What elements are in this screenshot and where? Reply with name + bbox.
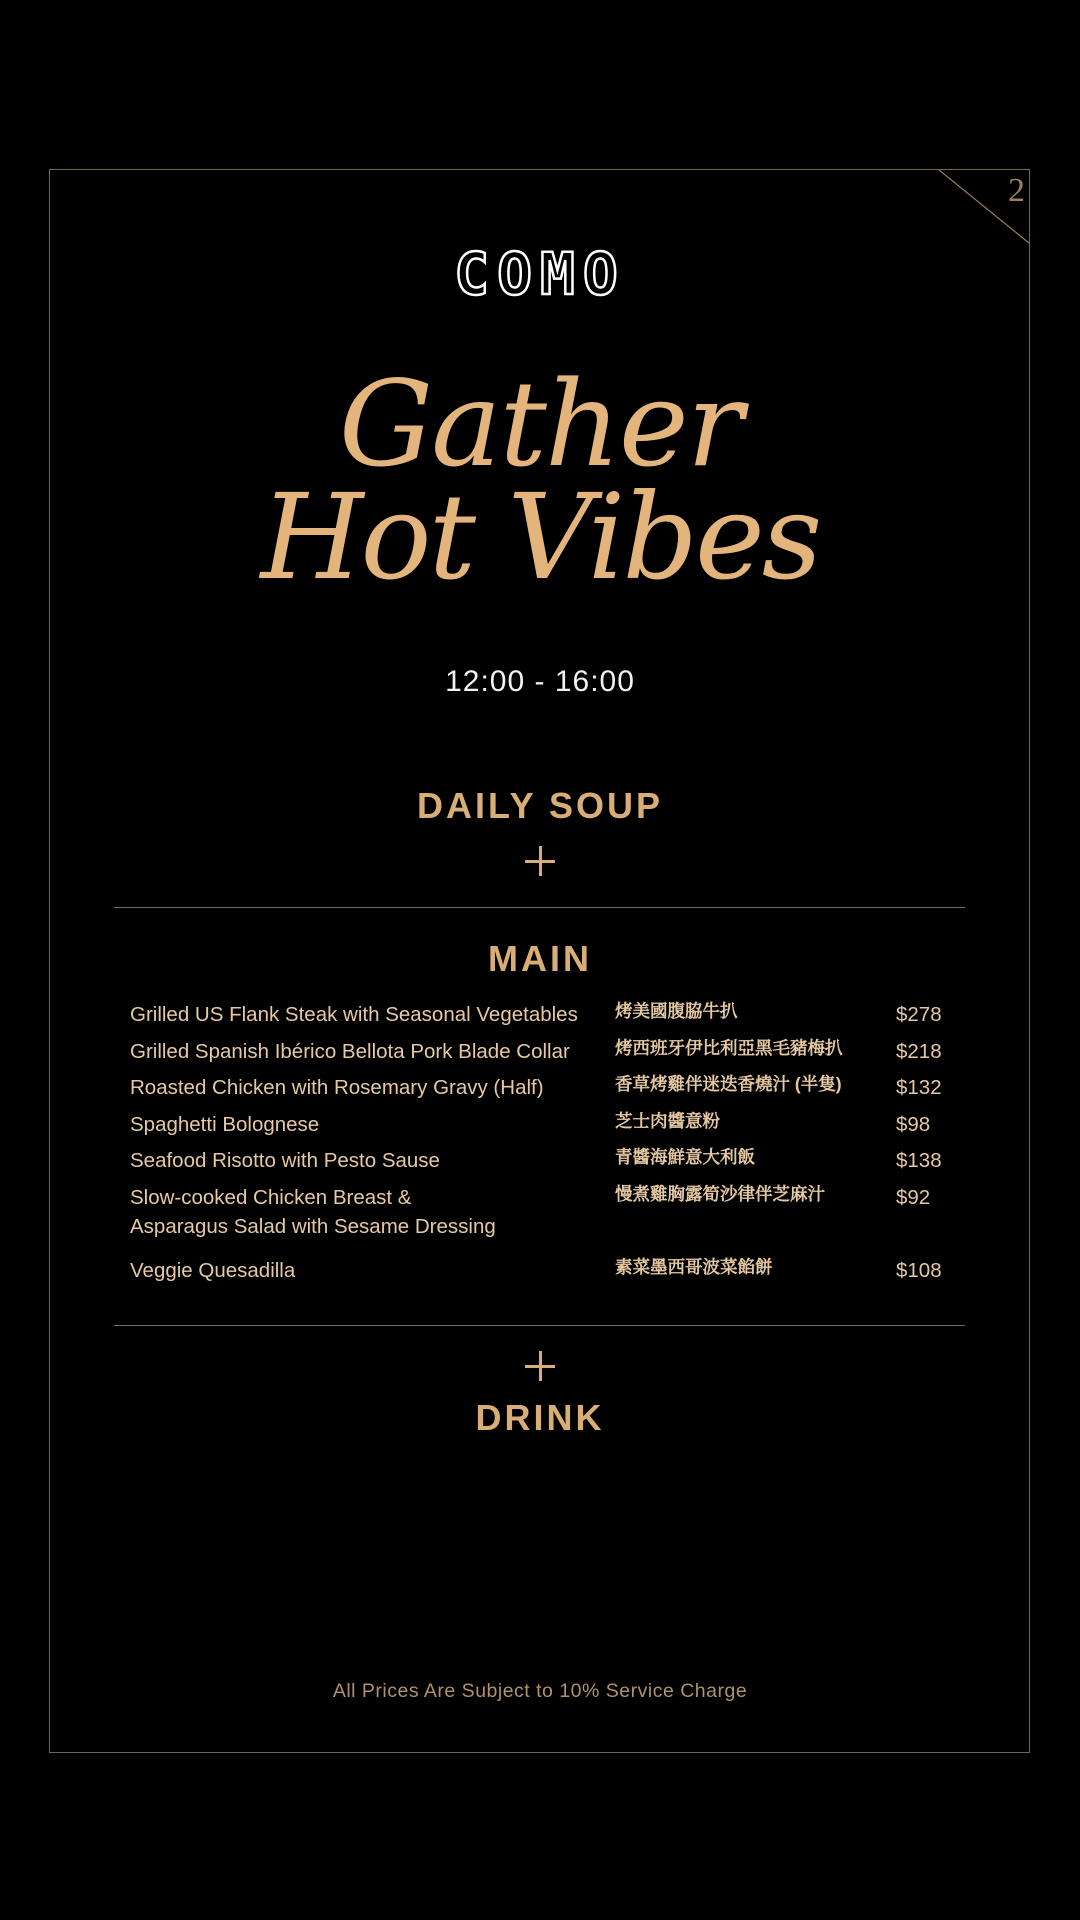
section-title-drink: DRINK <box>475 1397 605 1438</box>
item-name-zh: 慢煮雞胸露筍沙律伴芝麻汁 <box>615 1184 825 1204</box>
item-name-en: Grilled Spanish Ibérico Bellota Pork Blade Collar <box>130 1040 570 1063</box>
headline-line-2: Hot Vibes <box>260 468 820 606</box>
item-name-en: Slow-cooked Chicken Breast & Asparagus Salad with Sesame Dressing <box>130 1186 496 1238</box>
item-name-zh: 青醬海鮮意大利飯 <box>615 1147 755 1167</box>
item-price: $218 <box>896 1040 942 1063</box>
item-price: $92 <box>896 1186 931 1209</box>
section-title-main: MAIN <box>488 938 592 979</box>
section-title-daily-soup: DAILY SOUP <box>416 785 664 826</box>
item-name-zh: 烤西班牙伊比利亞黑毛豬梅扒 <box>615 1038 843 1058</box>
divider <box>114 1325 965 1326</box>
item-name-zh: 香草烤雞伴迷迭香燒汁 (半隻) <box>615 1074 842 1094</box>
item-name-zh: 烤美國腹脇牛扒 <box>615 1001 738 1021</box>
item-name-zh: 素菜墨西哥波菜餡餅 <box>615 1257 773 1277</box>
service-charge-note: All Prices Are Subject to 10% Service Charge <box>332 1680 748 1702</box>
page-number: 2 <box>1008 172 1025 209</box>
item-price: $108 <box>896 1259 942 1282</box>
item-price: $138 <box>896 1149 942 1172</box>
divider <box>114 907 965 908</box>
item-name-en: Seafood Risotto with Pesto Sause <box>130 1149 440 1172</box>
brand-logo: COMO <box>454 240 626 308</box>
item-price: $98 <box>896 1113 931 1136</box>
item-name-en: Spaghetti Bolognese <box>130 1113 320 1136</box>
service-hours: 12:00 - 16:00 <box>445 665 635 698</box>
plus-icon <box>525 1351 555 1381</box>
plus-icon <box>525 846 555 876</box>
item-name-en: Veggie Quesadilla <box>130 1259 296 1282</box>
item-name-en: Grilled US Flank Steak with Seasonal Vegetables <box>130 1003 578 1026</box>
item-name-en: Roasted Chicken with Rosemary Gravy (Half) <box>130 1076 544 1099</box>
headline-line-1: Gather <box>338 355 742 493</box>
item-price: $278 <box>896 1003 942 1026</box>
item-price: $132 <box>896 1076 942 1099</box>
item-name-zh: 芝士肉醬意粉 <box>615 1111 720 1131</box>
